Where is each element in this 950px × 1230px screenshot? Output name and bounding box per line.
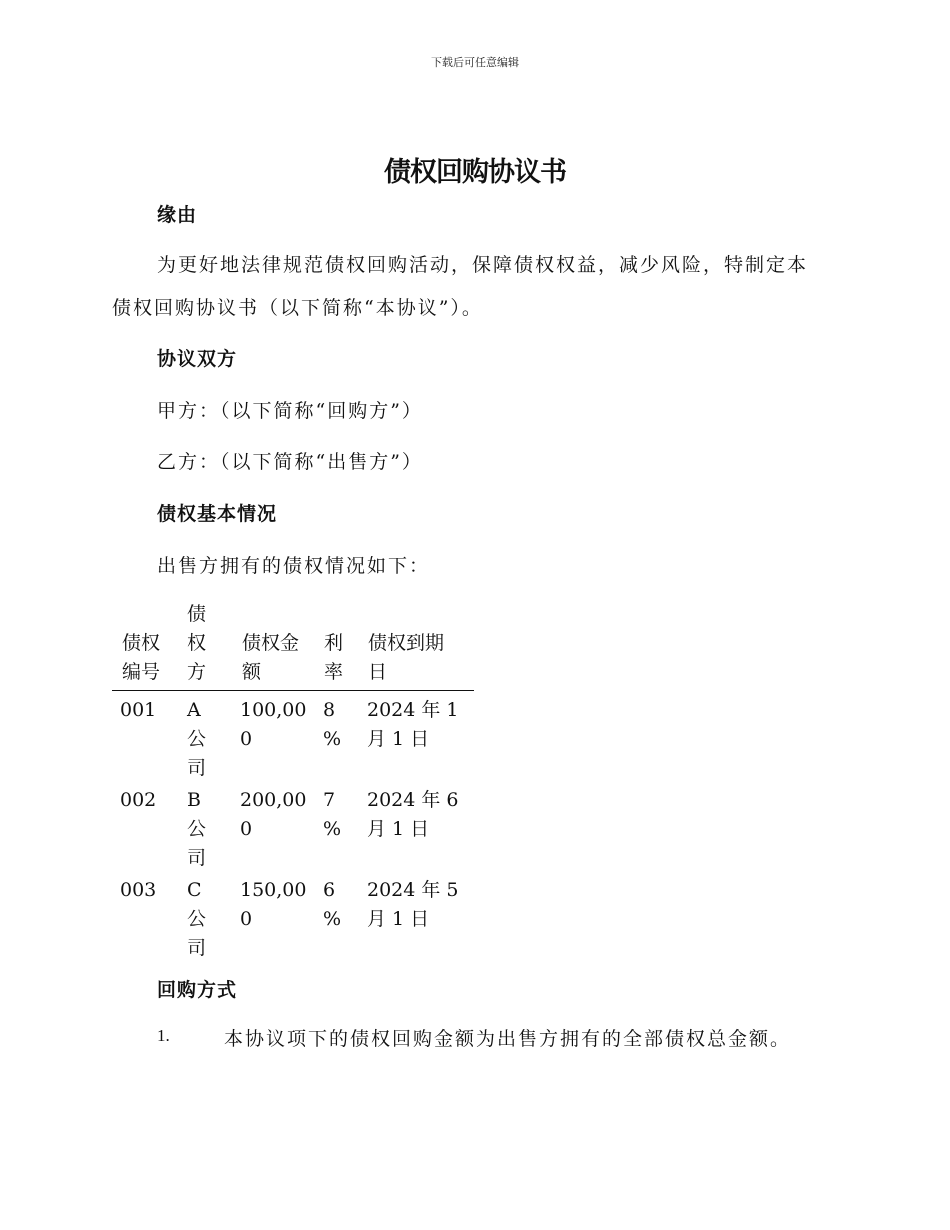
cell-id: 002 xyxy=(120,789,157,811)
table-row xyxy=(112,871,474,961)
debt-intro: 出售方拥有的债权情况如下： xyxy=(157,555,431,577)
cell-due-date: 2024 年 6 月 1 日 xyxy=(367,789,459,840)
header-cell-id: 债权 编号 xyxy=(122,632,161,683)
party-a-line: 甲方：（以下简称“回购方”） xyxy=(157,400,423,422)
party-b-line: 乙方：（以下简称“出售方”） xyxy=(157,451,423,473)
cell-creditor: B 公 司 xyxy=(187,789,207,869)
header-note: 下载后可任意编辑 xyxy=(431,56,519,69)
cell-creditor: C 公 司 xyxy=(187,879,207,959)
reason-paragraph-line2: 债权回购协议书（以下简称“本协议”）。 xyxy=(112,297,483,319)
table-row xyxy=(112,691,474,781)
cell-due-date: 2024 年 1 月 1 日 xyxy=(367,699,459,750)
list-item-text: 本协议项下的债权回购金额为出售方拥有的全部债权总金额。 xyxy=(224,1028,792,1050)
heading-parties: 协议双方 xyxy=(157,348,238,370)
table-header-row xyxy=(112,600,474,691)
reason-paragraph-line1: 为更好地法律规范债权回购活动，保障债权权益，减少风险，特制定本 xyxy=(157,254,809,276)
cell-id: 001 xyxy=(120,699,157,721)
list-item-number: 1. xyxy=(157,1026,170,1045)
header-cell-due-date: 债权到期 日 xyxy=(368,632,445,683)
cell-rate: 6 % xyxy=(323,879,342,930)
heading-buyback: 回购方式 xyxy=(157,979,238,1001)
header-cell-creditor: 债 权 方 xyxy=(187,603,207,683)
cell-rate: 7 % xyxy=(323,789,342,840)
header-cell-amount: 债权金 额 xyxy=(242,632,300,683)
heading-debt-info: 债权基本情况 xyxy=(157,503,278,525)
cell-due-date: 2024 年 5 月 1 日 xyxy=(367,879,459,930)
cell-creditor: A 公 司 xyxy=(187,699,207,779)
cell-amount: 200,00 0 xyxy=(240,789,307,840)
cell-id: 003 xyxy=(120,879,157,901)
heading-reason: 缘由 xyxy=(157,204,198,226)
table-row xyxy=(112,781,474,871)
document-title: 债权回购协议书 xyxy=(384,157,566,188)
debt-table xyxy=(112,600,474,961)
cell-rate: 8 % xyxy=(323,699,342,750)
cell-amount: 100,00 0 xyxy=(240,699,307,750)
header-cell-rate: 利 率 xyxy=(324,632,344,683)
cell-amount: 150,00 0 xyxy=(240,879,307,930)
